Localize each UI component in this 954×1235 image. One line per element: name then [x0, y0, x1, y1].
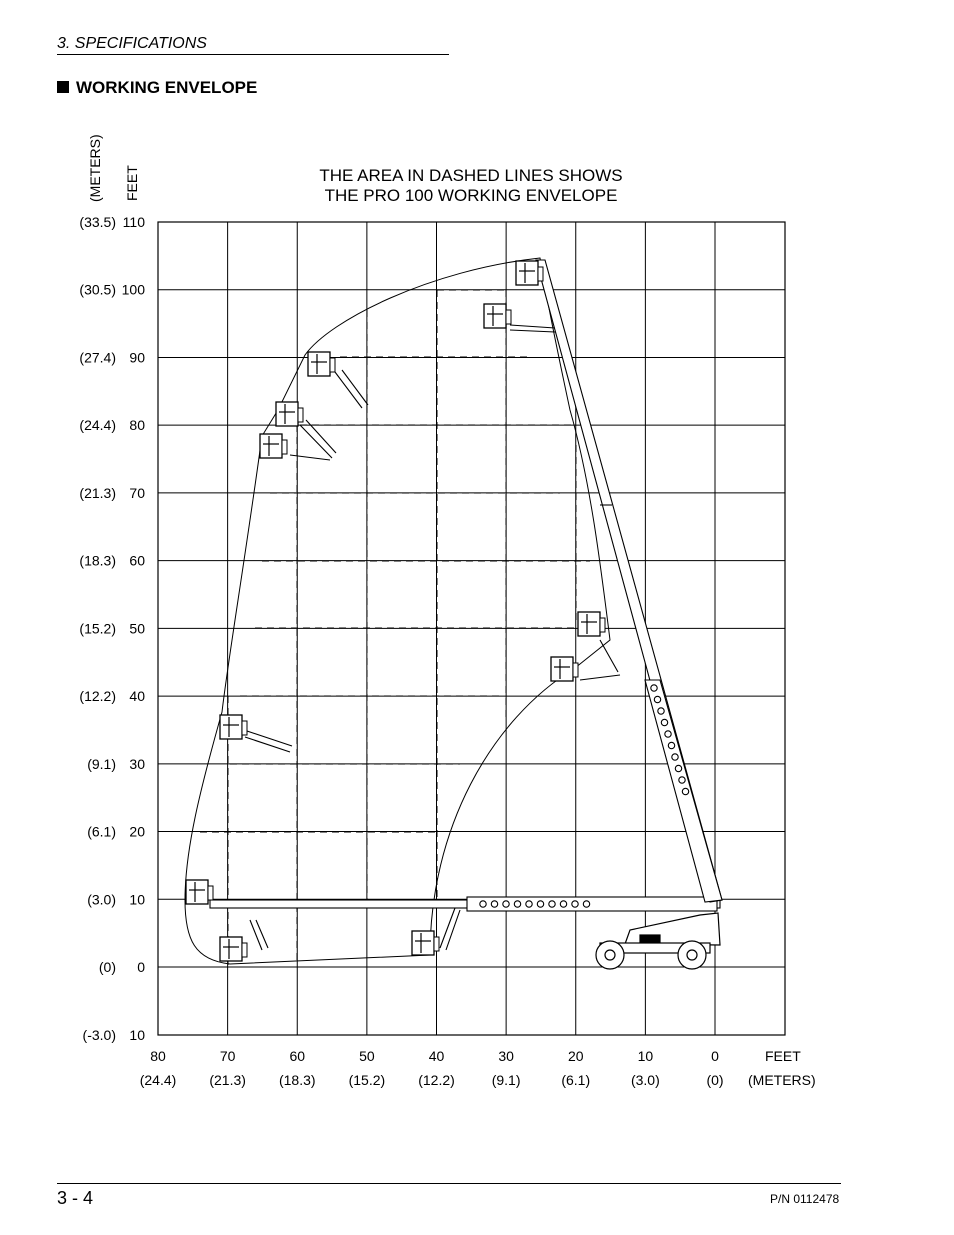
x-tick-feet: 60	[289, 1048, 306, 1064]
y-tick-meters: (-3.0)	[82, 1027, 116, 1043]
footer-rule	[57, 1183, 841, 1184]
boom-hole	[682, 788, 688, 794]
y-tick-meters: (9.1)	[87, 755, 116, 772]
boom-hole	[537, 901, 543, 907]
boom-hole	[654, 696, 660, 702]
part-number: P/N 0112478	[770, 1192, 840, 1206]
y-tick-meters: (3.0)	[87, 891, 116, 908]
y-tick-feet: 30	[129, 755, 145, 772]
y-tick-feet: 70	[129, 484, 145, 501]
jib-arm	[300, 420, 336, 458]
x-tick-feet: 30	[498, 1048, 514, 1064]
y-tick-labels	[79, 214, 145, 1043]
y-tick-feet: 60	[129, 552, 145, 569]
jib-arm	[440, 908, 460, 950]
y-tick-meters: (30.5)	[79, 281, 116, 298]
boom-hole	[480, 901, 486, 907]
x-tick-meters: (18.3)	[278, 1072, 316, 1088]
x-tick-feet: 40	[428, 1048, 445, 1064]
y-unit-meters-label: (METERS)	[87, 134, 103, 202]
boom-hole	[672, 754, 678, 760]
platform-basket	[484, 304, 511, 328]
diagram-caption-line1: THE AREA IN DASHED LINES SHOWS	[319, 166, 623, 185]
jib-arm	[290, 455, 330, 460]
boom-hole	[503, 901, 509, 907]
jib-arm	[335, 370, 368, 408]
platform-baskets	[186, 261, 605, 961]
x-tick-feet: 70	[219, 1048, 236, 1064]
jib-arm	[245, 731, 292, 752]
boom-hole	[549, 901, 555, 907]
x-unit-feet-label: FEET	[765, 1048, 801, 1064]
x-tick-labels	[140, 1048, 724, 1088]
platform-basket	[276, 402, 303, 426]
platform-basket	[412, 931, 439, 955]
platform-basket	[578, 612, 605, 636]
jib-arm	[580, 640, 620, 680]
y-tick-feet: 50	[129, 620, 145, 637]
y-tick-feet: 110	[122, 214, 145, 230]
boom-hole	[526, 901, 532, 907]
boom-hole	[675, 765, 681, 771]
vertical-boom	[536, 260, 722, 902]
dashed-envelope-region	[200, 290, 590, 965]
boom-hole	[491, 901, 497, 907]
x-tick-meters: (9.1)	[491, 1072, 521, 1088]
jib-arm	[250, 920, 268, 950]
boom-hole	[668, 742, 674, 748]
y-tick-meters: (24.4)	[79, 417, 116, 434]
y-tick-feet: 20	[129, 823, 145, 840]
x-tick-feet: 10	[637, 1048, 654, 1064]
platform-basket	[260, 434, 287, 458]
x-tick-feet: 0	[711, 1048, 719, 1064]
boom-hole	[572, 901, 578, 907]
x-tick-feet: 80	[150, 1048, 166, 1064]
x-tick-meters: (21.3)	[209, 1072, 246, 1088]
y-tick-feet: 0	[137, 959, 145, 975]
jib-arm	[510, 325, 555, 332]
x-tick-meters: (6.1)	[561, 1072, 591, 1088]
boom-hole	[560, 901, 566, 907]
wheel-rear-hub	[605, 950, 615, 960]
y-tick-meters: (33.5)	[79, 214, 116, 230]
section-title-text: WORKING ENVELOPE	[76, 78, 258, 97]
y-unit-feet-label: FEET	[124, 165, 140, 201]
y-tick-meters: (12.2)	[79, 688, 116, 705]
envelope-boundary	[185, 258, 610, 964]
x-tick-feet: 50	[359, 1048, 375, 1064]
boom-hole	[661, 719, 667, 725]
x-tick-meters: (15.2)	[348, 1072, 386, 1088]
diagram-caption-line2: THE PRO 100 WORKING ENVELOPE	[324, 186, 618, 205]
y-tick-feet: 10	[129, 891, 145, 908]
x-tick-meters: (12.2)	[418, 1072, 455, 1088]
machine-chassis	[596, 913, 720, 969]
platform-basket	[186, 880, 213, 904]
platform-basket	[551, 657, 578, 681]
y-tick-feet: 100	[121, 281, 145, 298]
x-tick-feet: 20	[567, 1048, 584, 1064]
platform-basket	[220, 937, 247, 961]
boom-hole	[665, 731, 671, 737]
x-tick-meters: (24.4)	[139, 1072, 177, 1088]
turntable	[625, 913, 720, 945]
y-tick-meters: (27.4)	[79, 349, 116, 366]
platform-basket	[308, 352, 335, 376]
page-number: 3 - 4	[57, 1188, 94, 1208]
x-unit-meters-label: (METERS)	[748, 1072, 816, 1088]
wheel-front-hub	[687, 950, 697, 960]
boom-hole	[514, 901, 520, 907]
y-tick-meters: (21.3)	[79, 484, 116, 501]
y-tick-meters: (0)	[98, 959, 116, 975]
y-tick-meters: (15.2)	[79, 620, 116, 637]
boom-hole	[651, 685, 657, 691]
boom-hole	[583, 901, 589, 907]
y-tick-feet: 10	[129, 1027, 145, 1043]
y-tick-feet: 40	[129, 688, 145, 705]
y-tick-feet: 80	[129, 417, 145, 434]
platform-basket	[220, 715, 247, 739]
boom-hole	[658, 708, 664, 714]
x-tick-meters: (0)	[706, 1072, 724, 1088]
section-header: 3. SPECIFICATIONS	[57, 35, 449, 55]
y-tick-meters: (18.3)	[79, 552, 116, 569]
boom-hole	[679, 777, 685, 783]
y-tick-feet: 90	[129, 349, 145, 366]
x-tick-meters: (3.0)	[630, 1072, 660, 1088]
y-tick-meters: (6.1)	[87, 823, 116, 840]
